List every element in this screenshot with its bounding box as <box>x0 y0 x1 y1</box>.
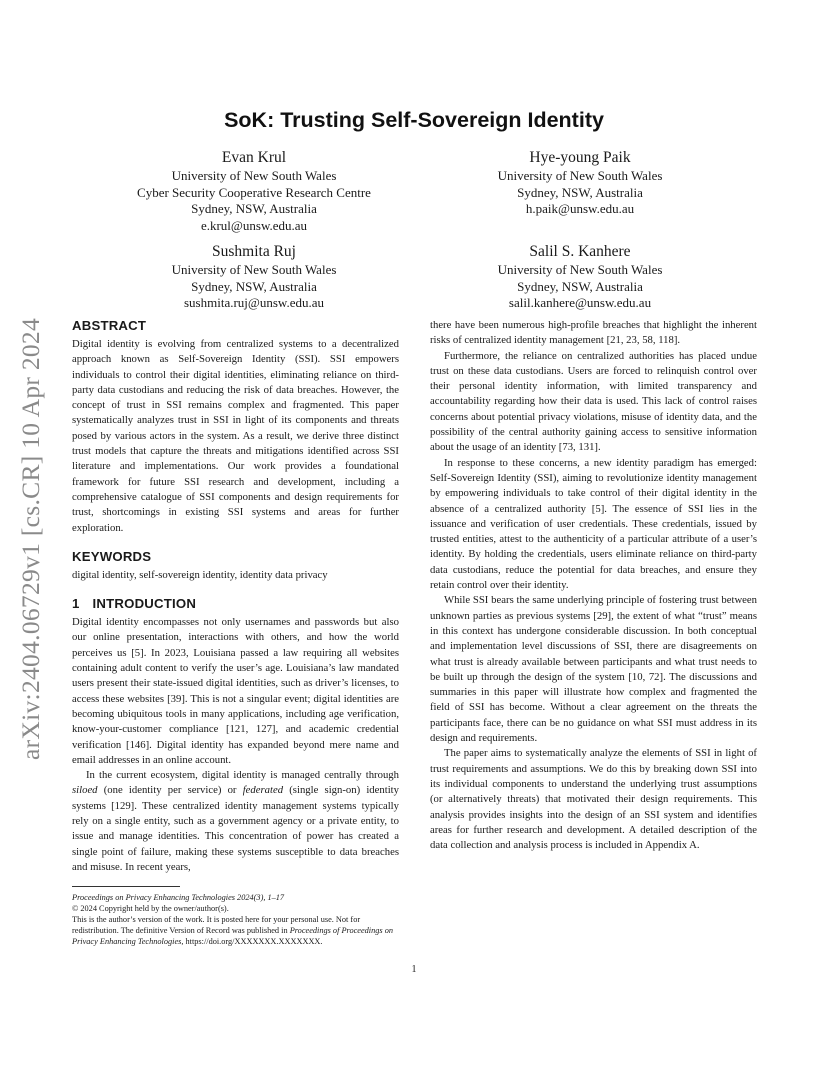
author-email: sushmita.ruj@unsw.edu.au <box>183 295 325 310</box>
intro-paragraph: In the current ecosystem, digital identity is managed centrally through siloed (one identity per service) or federated (single sign-on) identity systems [129]. These centralized identity management systems typically rely on a single entity, such as a government agency or a private entity, to issue and manage identities. This concentration of power has created a single point of failure, making these systems susceptible to data breaches and misuse. In recent years, <box>72 769 399 873</box>
author-location: Sydney, NSW, Australia <box>191 278 317 294</box>
author-name: Salil S. Kanhere <box>529 243 631 260</box>
author-name: Evan Krul <box>221 149 287 166</box>
author-location: Sydney, NSW, Australia <box>517 278 643 294</box>
author-affiliation: Cyber Security Cooperative Research Centre <box>137 184 371 200</box>
author-affiliation: University of New South Wales <box>171 168 337 183</box>
author-email: h.paik@unsw.edu.au <box>525 201 635 216</box>
author-affiliation: University of New South Wales <box>497 262 663 277</box>
intro-paragraph: The paper aims to systematically analyze the elements of SSI in light of trust requirements and assumptions. We do this by breaking down SSI into its individual components to understand the underlying trust assumptions (or alternatively threats) that motivated their design requirements. This analysis provides insights into the design of an SSI system and identifies areas for further research and development. A detailed description of the data collection and analysis process is included in Appendix A. <box>430 747 757 852</box>
keywords-heading: KEYWORDS <box>72 548 152 564</box>
left-column <box>72 318 399 947</box>
emphasis-siloed: siloed <box>72 784 98 797</box>
author-email: e.krul@unsw.edu.au <box>200 217 308 233</box>
arxiv-stamp-text: arXiv:2404.06729v1 [cs.CR] 10 Apr 2024 <box>16 317 45 760</box>
intro-paragraph: Furthermore, the reliance on centralized authorities has placed undue trust on these data custodians. Users are forced to relinquish control over their personal identity information, with limited transparency and accountability regarding how their data is used. This lack of control raises concerns about potential privacy violations, misuse of identity data, and the possibility of the central authority gaining access to sensitive information about the usage of an identity [73, 131]. <box>430 349 757 454</box>
author-location: Sydney, NSW, Australia <box>517 184 643 200</box>
keywords-text: digital identity, self-sovereign identity, identity data privacy <box>72 568 328 581</box>
author-block-3 <box>110 242 398 312</box>
emphasis-federated: federated <box>242 784 284 797</box>
footnote-copyright: © 2024 Copyright held by the owner/author(s). <box>72 904 229 914</box>
footnote-rule <box>72 886 180 887</box>
section-number: 1 <box>72 596 80 612</box>
author-block-2 <box>436 148 724 218</box>
intro-paragraph: While SSI bears the same underlying principle of fostering trust between unknown parties as previous systems [29], the extent of what “trust” means in this context has undergone considerable discussion. In both conceptual and implementation level discussions of SSI, there are disagreements on what trust is already available between participants and what trust needs to be built up through the design of the system [10, 72]. The discussions and summaries in this paper will illustrate how complex and fragmented the field of SSI has become. Without a clear agreement on the threats the participants face, there can be no guidance on what SSI must address in its design and requirements. <box>430 594 757 745</box>
intro-paragraph: In response to these concerns, a new identity paradigm has emerged: Self-Sovereign Identity (SSI), aiming to revolutionize identity management by empowering individuals to take control of their digital identity in the absence of a centralized authority [5]. The essence of SSI lies in the issuance and verification of user credentials. These credentials, issued by trusted entities, attest to the authenticity of a particular attribute of a user’s identity. By holding the credentials, users eliminate reliance on third-party data custodians, reduce the potential for data breaches, and ensure they retain control over their identity. <box>430 456 757 592</box>
intro-heading <box>72 596 399 611</box>
abstract-heading: ABSTRACT <box>72 318 147 333</box>
author-location: Sydney, NSW, Australia <box>191 201 317 216</box>
footnote <box>72 892 399 947</box>
paper-title: SoK: Trusting Self-Sovereign Identity <box>224 108 604 132</box>
intro-paragraph: Digital identity encompasses not only usernames and passwords but also our online presentation, interactions with others, and how the world perceives us [5]. In 2023, Louisiana passed a law requiring all websites containing adult content to verify the user’s age. Louisiana’s law mandated users present their state-issued digital identities, such as driver’s licenses, to access these websites [39]. This is not a singular event; digital identities are becoming ubiquitous tools in many applications, including age verification, know-your-customer compliance [121, 127], and academic credential verification [146]. Digital identity has expanded beyond mere name and email addresses in an online account. <box>72 616 399 766</box>
page-number: 1 <box>411 964 417 975</box>
author-affiliation: University of New South Wales <box>171 262 337 277</box>
right-column <box>430 318 757 853</box>
arxiv-stamp <box>10 290 52 760</box>
intro-paragraph: there have been numerous high-profile breaches that highlight the inherent risks of centralized identity management [21, 23, 58, 118]. <box>430 319 757 347</box>
author-name: Sushmita Ruj <box>212 243 296 260</box>
author-email: salil.kanhere@unsw.edu.au <box>508 295 652 310</box>
author-block-4 <box>436 242 724 312</box>
author-name: Hye-young Paik <box>529 149 631 166</box>
footnote-venue: Proceedings on Privacy Enhancing Technologies 2024(3), 1–17 <box>72 893 285 903</box>
section-title: INTRODUCTION <box>92 596 197 612</box>
author-affiliation: University of New South Wales <box>497 168 663 183</box>
abstract-text: Digital identity is evolving from centralized systems to a decentralized approach known as Self-Sovereign Identity (SSI). SSI empowers individuals to control their digital identities, eliminating reliance on third-party data custodians and reducing the risk of data breaches. However, the concept of trust in SSI remains complex and fragmented. This paper systematically analyzes trust in SSI in light of its components and threats posed by various actors in the system. As a result, we derive three distinct trust models that capture the threats and mitigations identified across SSI literature and implementations. Our work provides a foundational framework for future SSI research and development, including a comprehensive catalogue of SSI components and design requirements for trust, shortcomings in existing SSI systems and areas for further exploration. <box>72 338 399 534</box>
footnote-version: This is the author’s version of the work. It is posted here for your personal use. Not for redistribution. The definitive Version of Record was published in Proceedings of Proceedings on Privacy Enhancing Technologies, https://doi.org/XXXXXXX.XXXXXXX. <box>72 915 393 947</box>
author-block-1 <box>110 148 398 234</box>
